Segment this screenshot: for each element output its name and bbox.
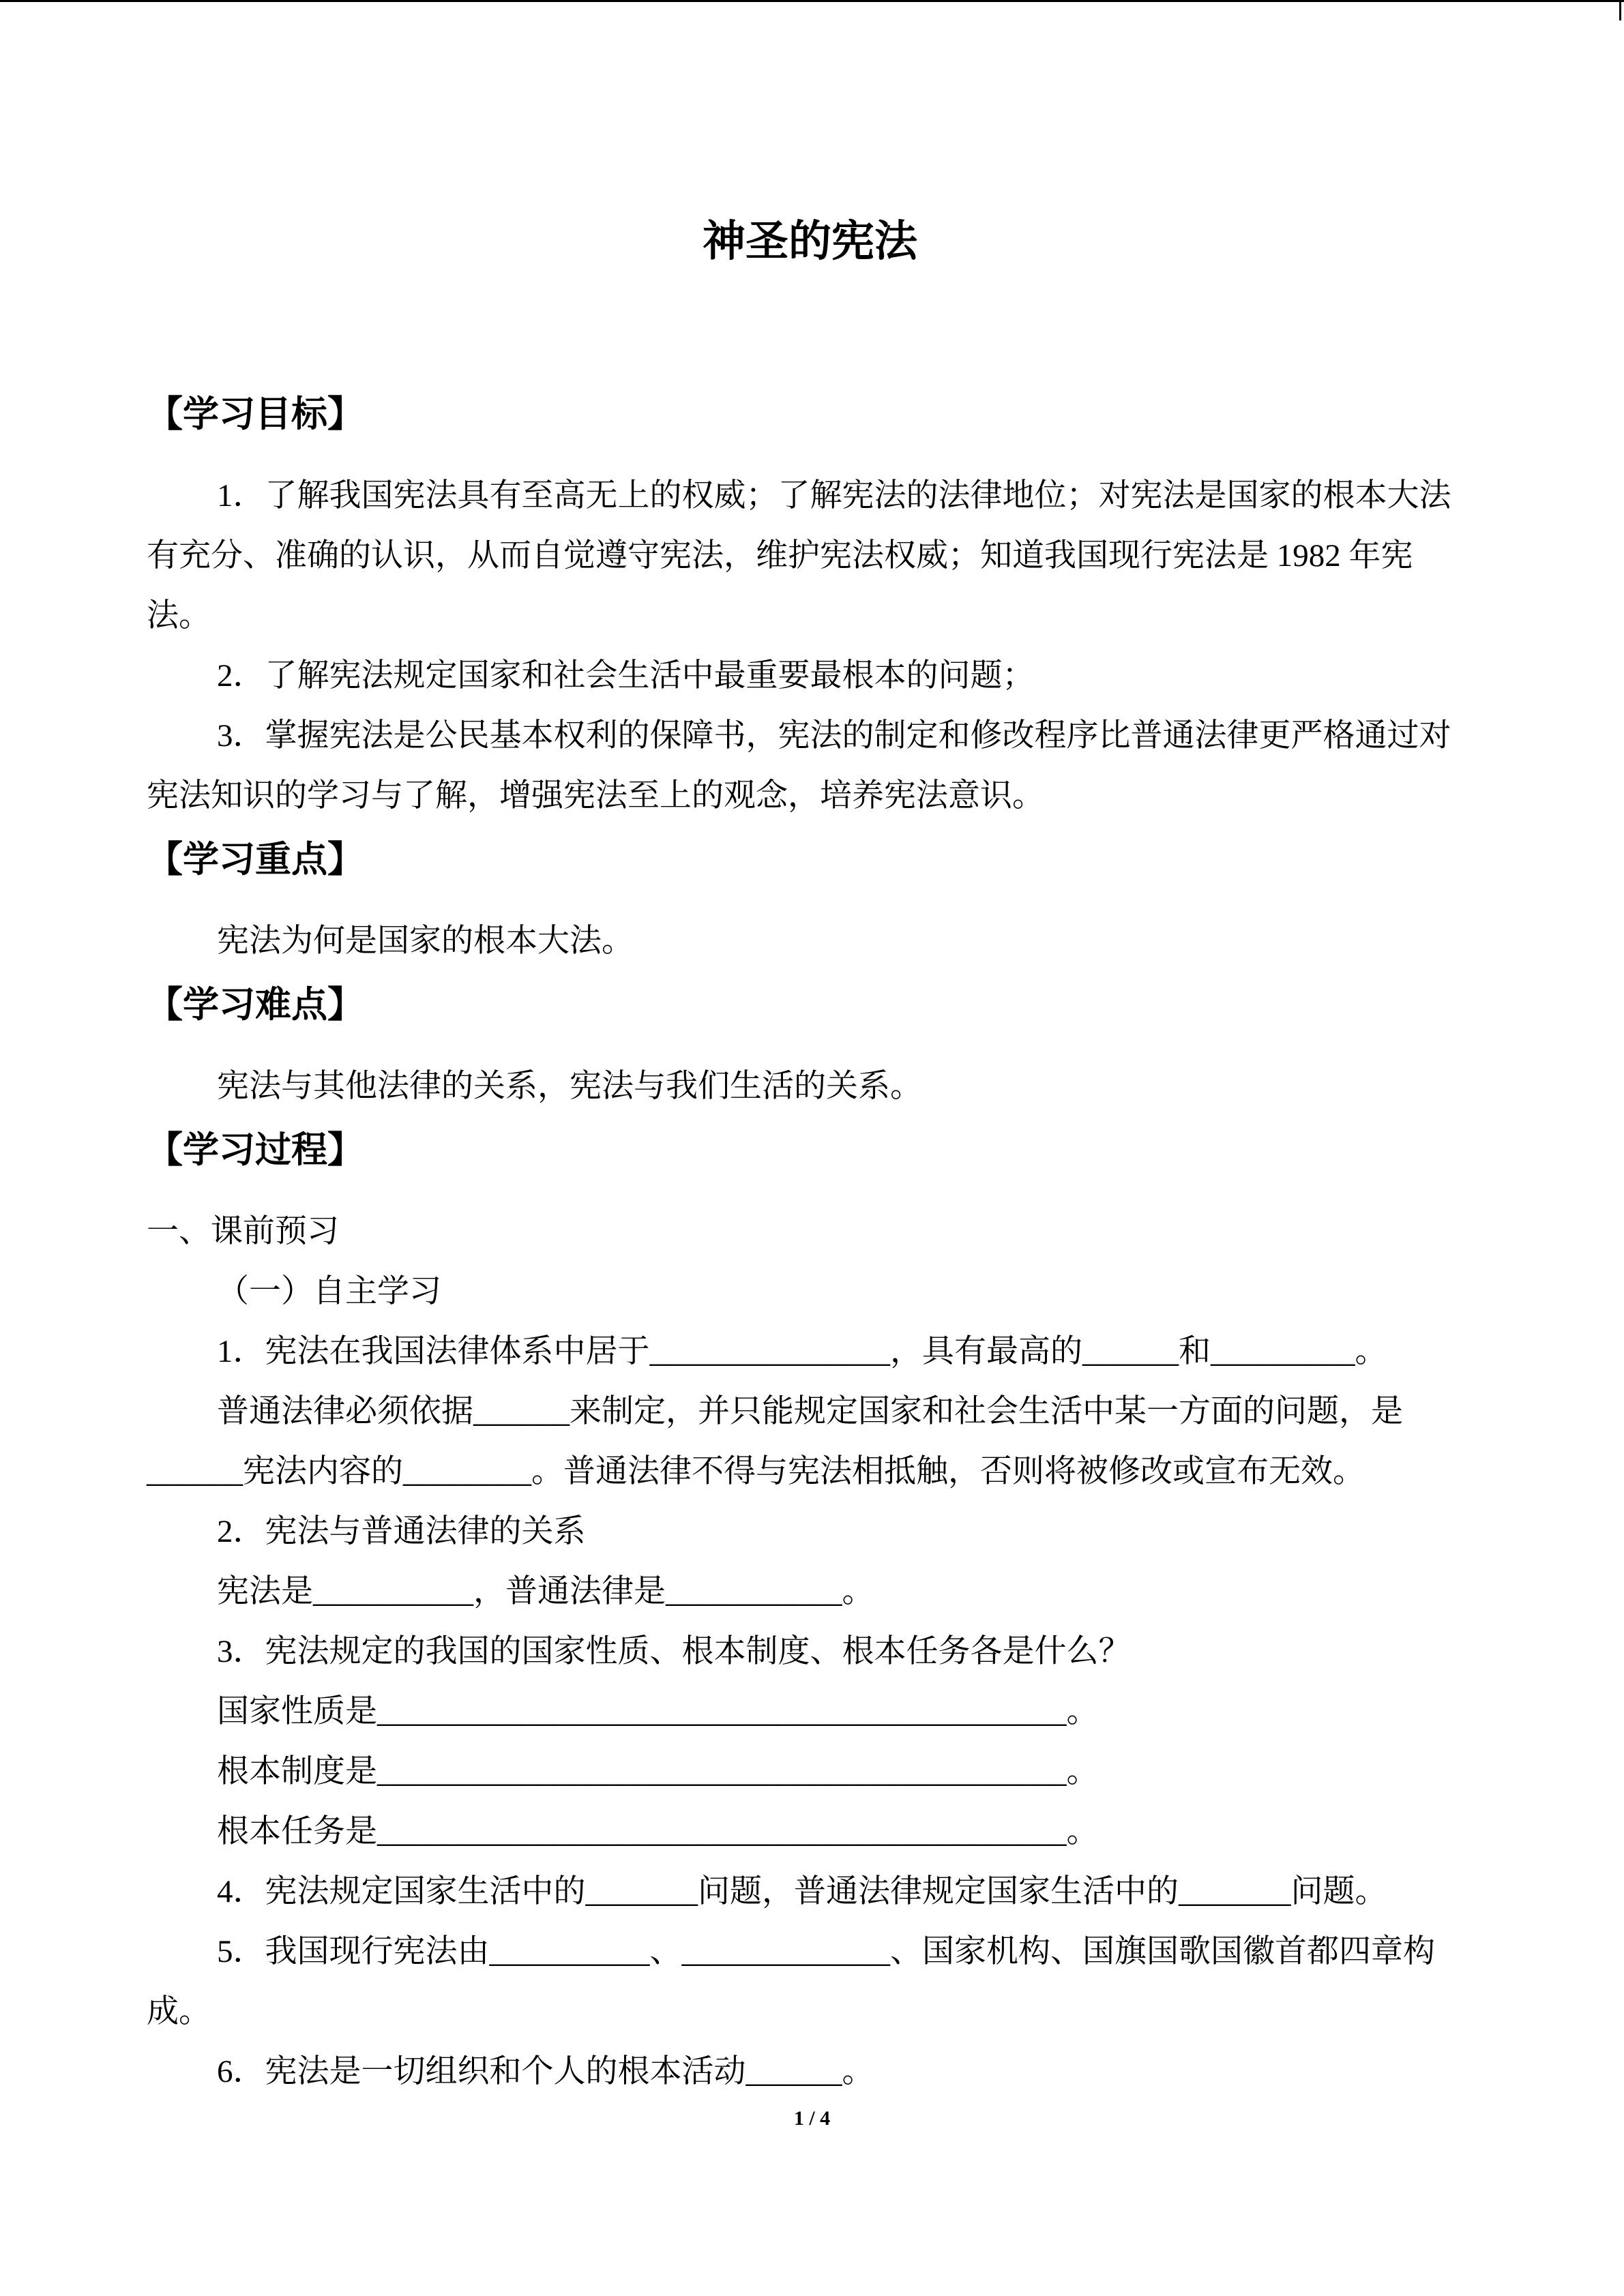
question-4-line-1: 4．宪法规定国家生活中的_______问题，普通法律规定国家生活中的_______问题。 (217, 1874, 1387, 1909)
objective-1-line-2: 有充分、准确的认识，从而自觉遵守宪法，维护宪法权威；知道我国现行宪法是 1982 年宪 (147, 538, 1413, 573)
question-5-line-1: 5．我国现行宪法由__________、_____________、国家机构、国旗国歌国徽首都四章构 (217, 1934, 1435, 1969)
section-heading-objectives: 【学习目标】 (147, 394, 364, 434)
difficulties-text: 宪法与其他法律的关系，宪法与我们生活的关系。 (217, 1069, 922, 1104)
question-3-line-3: 根本制度是___________________________________________。 (217, 1754, 1099, 1789)
section-heading-key-points: 【学习重点】 (147, 839, 364, 880)
section-heading-difficulties: 【学习难点】 (147, 985, 364, 1025)
question-3-line-2: 国家性质是___________________________________________。 (217, 1694, 1099, 1729)
question-2-line-1: 2．宪法与普通法律的关系 (217, 1514, 586, 1549)
page-number: 1 / 4 (793, 2107, 831, 2130)
objective-1-line-1: 1．了解我国宪法具有至高无上的权威；了解宪法的法律地位；对宪法是国家的根本大法 (217, 478, 1451, 513)
question-5-line-2: 成。 (147, 1994, 211, 2029)
objective-3-line-1: 3．掌握宪法是公民基本权利的保障书，宪法的制定和修改程序比普通法律更严格通过对 (217, 718, 1451, 754)
objective-3-line-2: 宪法知识的学习与了解，增强宪法至上的观念，培养宪法意识。 (147, 778, 1044, 814)
question-3-line-1: 3．宪法规定的我国的国家性质、根本制度、根本任务各是什么？ (217, 1634, 1131, 1669)
process-part-title: 一、课前预习 (147, 1214, 339, 1249)
objective-2-line-1: 2．了解宪法规定国家和社会生活中最重要最根本的问题； (217, 658, 1035, 694)
question-3-line-4: 根本任务是___________________________________________。 (217, 1814, 1099, 1849)
page-right-border (1619, 0, 1621, 20)
document-title: 神圣的宪法 (703, 218, 917, 265)
document-body (147, 0, 1473, 2102)
question-2-line-2: 宪法是__________，普通法律是___________。 (217, 1574, 874, 1609)
question-1-line-1: 1．宪法在我国法律体系中居于_______________，具有最高的______和_________。 (217, 1334, 1387, 1369)
process-subpart-title: （一）自主学习 (217, 1274, 441, 1309)
objective-1-line-3: 法。 (147, 598, 211, 633)
question-1-line-2: 普通法律必须依据______来制定，并只能规定国家和社会生活中某一方面的问题，是 (217, 1394, 1403, 1429)
question-1-line-3: ______宪法内容的________。普通法律不得与宪法相抵触，否则将被修改或宣布无效。 (147, 1454, 1365, 1489)
section-heading-process: 【学习过程】 (147, 1130, 364, 1170)
key-points-text: 宪法为何是国家的根本大法。 (217, 923, 634, 959)
question-6-line-1: 6．宪法是一切组织和个人的根本活动______。 (217, 2054, 874, 2089)
